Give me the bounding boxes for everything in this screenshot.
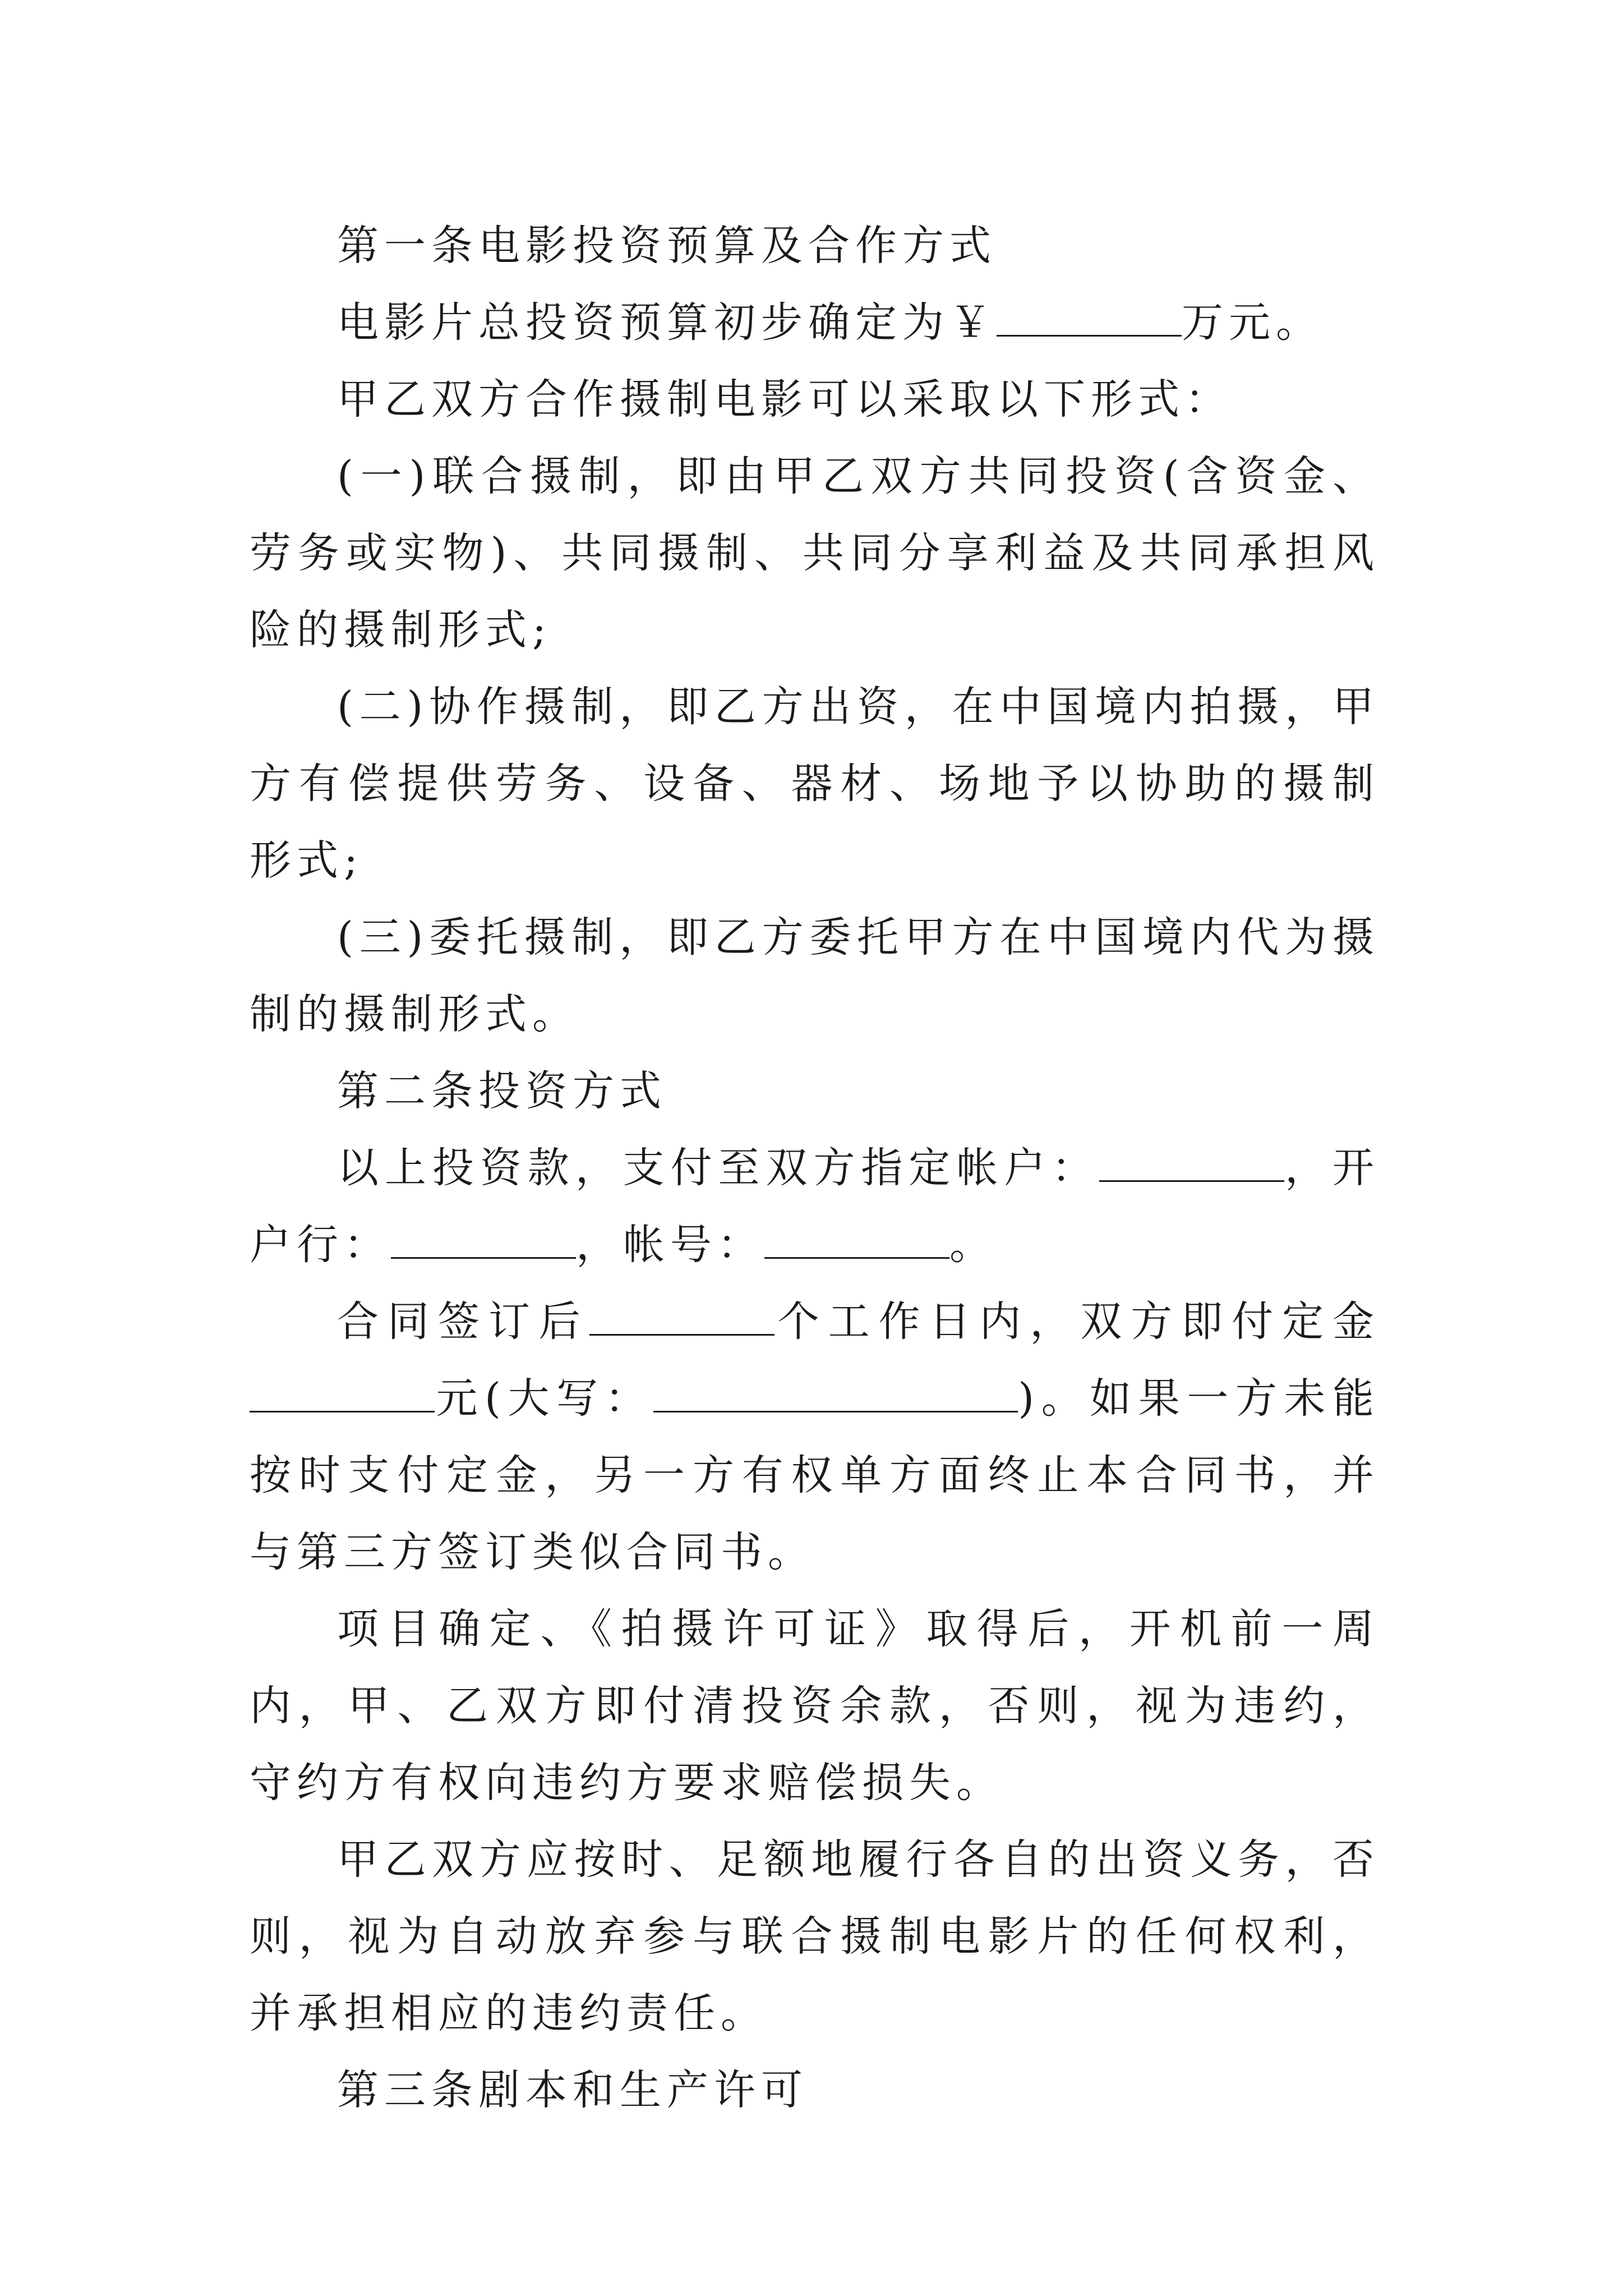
form3-paragraph: (三)委托摄制，即乙方委托甲方在中国境内代为摄制的摄制形式。 (250, 913, 1380, 1038)
account-text-1: 以上投资款，支付至双方指定帐户： (337, 1144, 1100, 1192)
deposit-paragraph (250, 1283, 1380, 1591)
working-days-blank (589, 1298, 774, 1336)
account-number-blank (764, 1221, 949, 1259)
account-text-3: ，帐号： (576, 1221, 764, 1269)
form1-paragraph: (一)联合摄制，即由甲乙双方共同投资(含资金、劳务或实物)、共同摄制、共同分享利益及共同承担风险的摄制形式; (250, 452, 1380, 654)
forms-intro-paragraph: 甲乙双方合作摄制电影可以采取以下形式： (337, 375, 1232, 424)
budget-amount-blank (997, 299, 1182, 337)
budget-paragraph (250, 284, 1380, 361)
account-name-blank (1099, 1144, 1284, 1182)
account-text-4: 。 (949, 1221, 997, 1269)
deposit-amount-blank (250, 1375, 435, 1412)
deposit-text-4: )。如果一方未能按时支付定金，另一方有权单方面终止本合同书，并与第三方签订类似合同书。 (250, 1374, 1380, 1576)
account-text-2: ，开户行： (250, 1144, 1380, 1269)
document-body (250, 208, 1380, 2129)
article3-heading: 第三条剧本和生产许可 (337, 2066, 808, 2114)
obligation-paragraph: 甲乙双方应按时、足额地履行各自的出资义务，否则，视为自动放弃参与联合摄制电影片的任何权利，并承担相应的违约责任。 (250, 1835, 1380, 2037)
article2-heading: 第二条投资方式 (337, 1067, 667, 1115)
deposit-amount-words-blank (653, 1375, 1018, 1412)
bank-blank (391, 1221, 576, 1259)
deposit-text-1: 合同签订后 (337, 1297, 589, 1346)
budget-text-before: 电影片总投资预算初步确定为￥ (337, 298, 997, 347)
article1-heading: 第一条电影投资预算及合作方式 (337, 222, 997, 270)
form2-paragraph: (二)协作摄制，即乙方出资，在中国境内拍摄，甲方有偿提供劳务、设备、器材、场地予以协助的摄制形式; (250, 683, 1380, 885)
deposit-text-3: 元(大写： (435, 1374, 654, 1423)
balance-paragraph: 项目确定、《拍摄许可证》取得后，开机前一周内，甲、乙双方即付清投资余款，否则，视为违约，守约方有权向违约方要求赔偿损失。 (250, 1605, 1380, 1807)
budget-text-after: 万元。 (1182, 298, 1323, 347)
deposit-text-2: 个工作日内，双方即付定金 (774, 1297, 1380, 1346)
account-paragraph (250, 1130, 1380, 1283)
